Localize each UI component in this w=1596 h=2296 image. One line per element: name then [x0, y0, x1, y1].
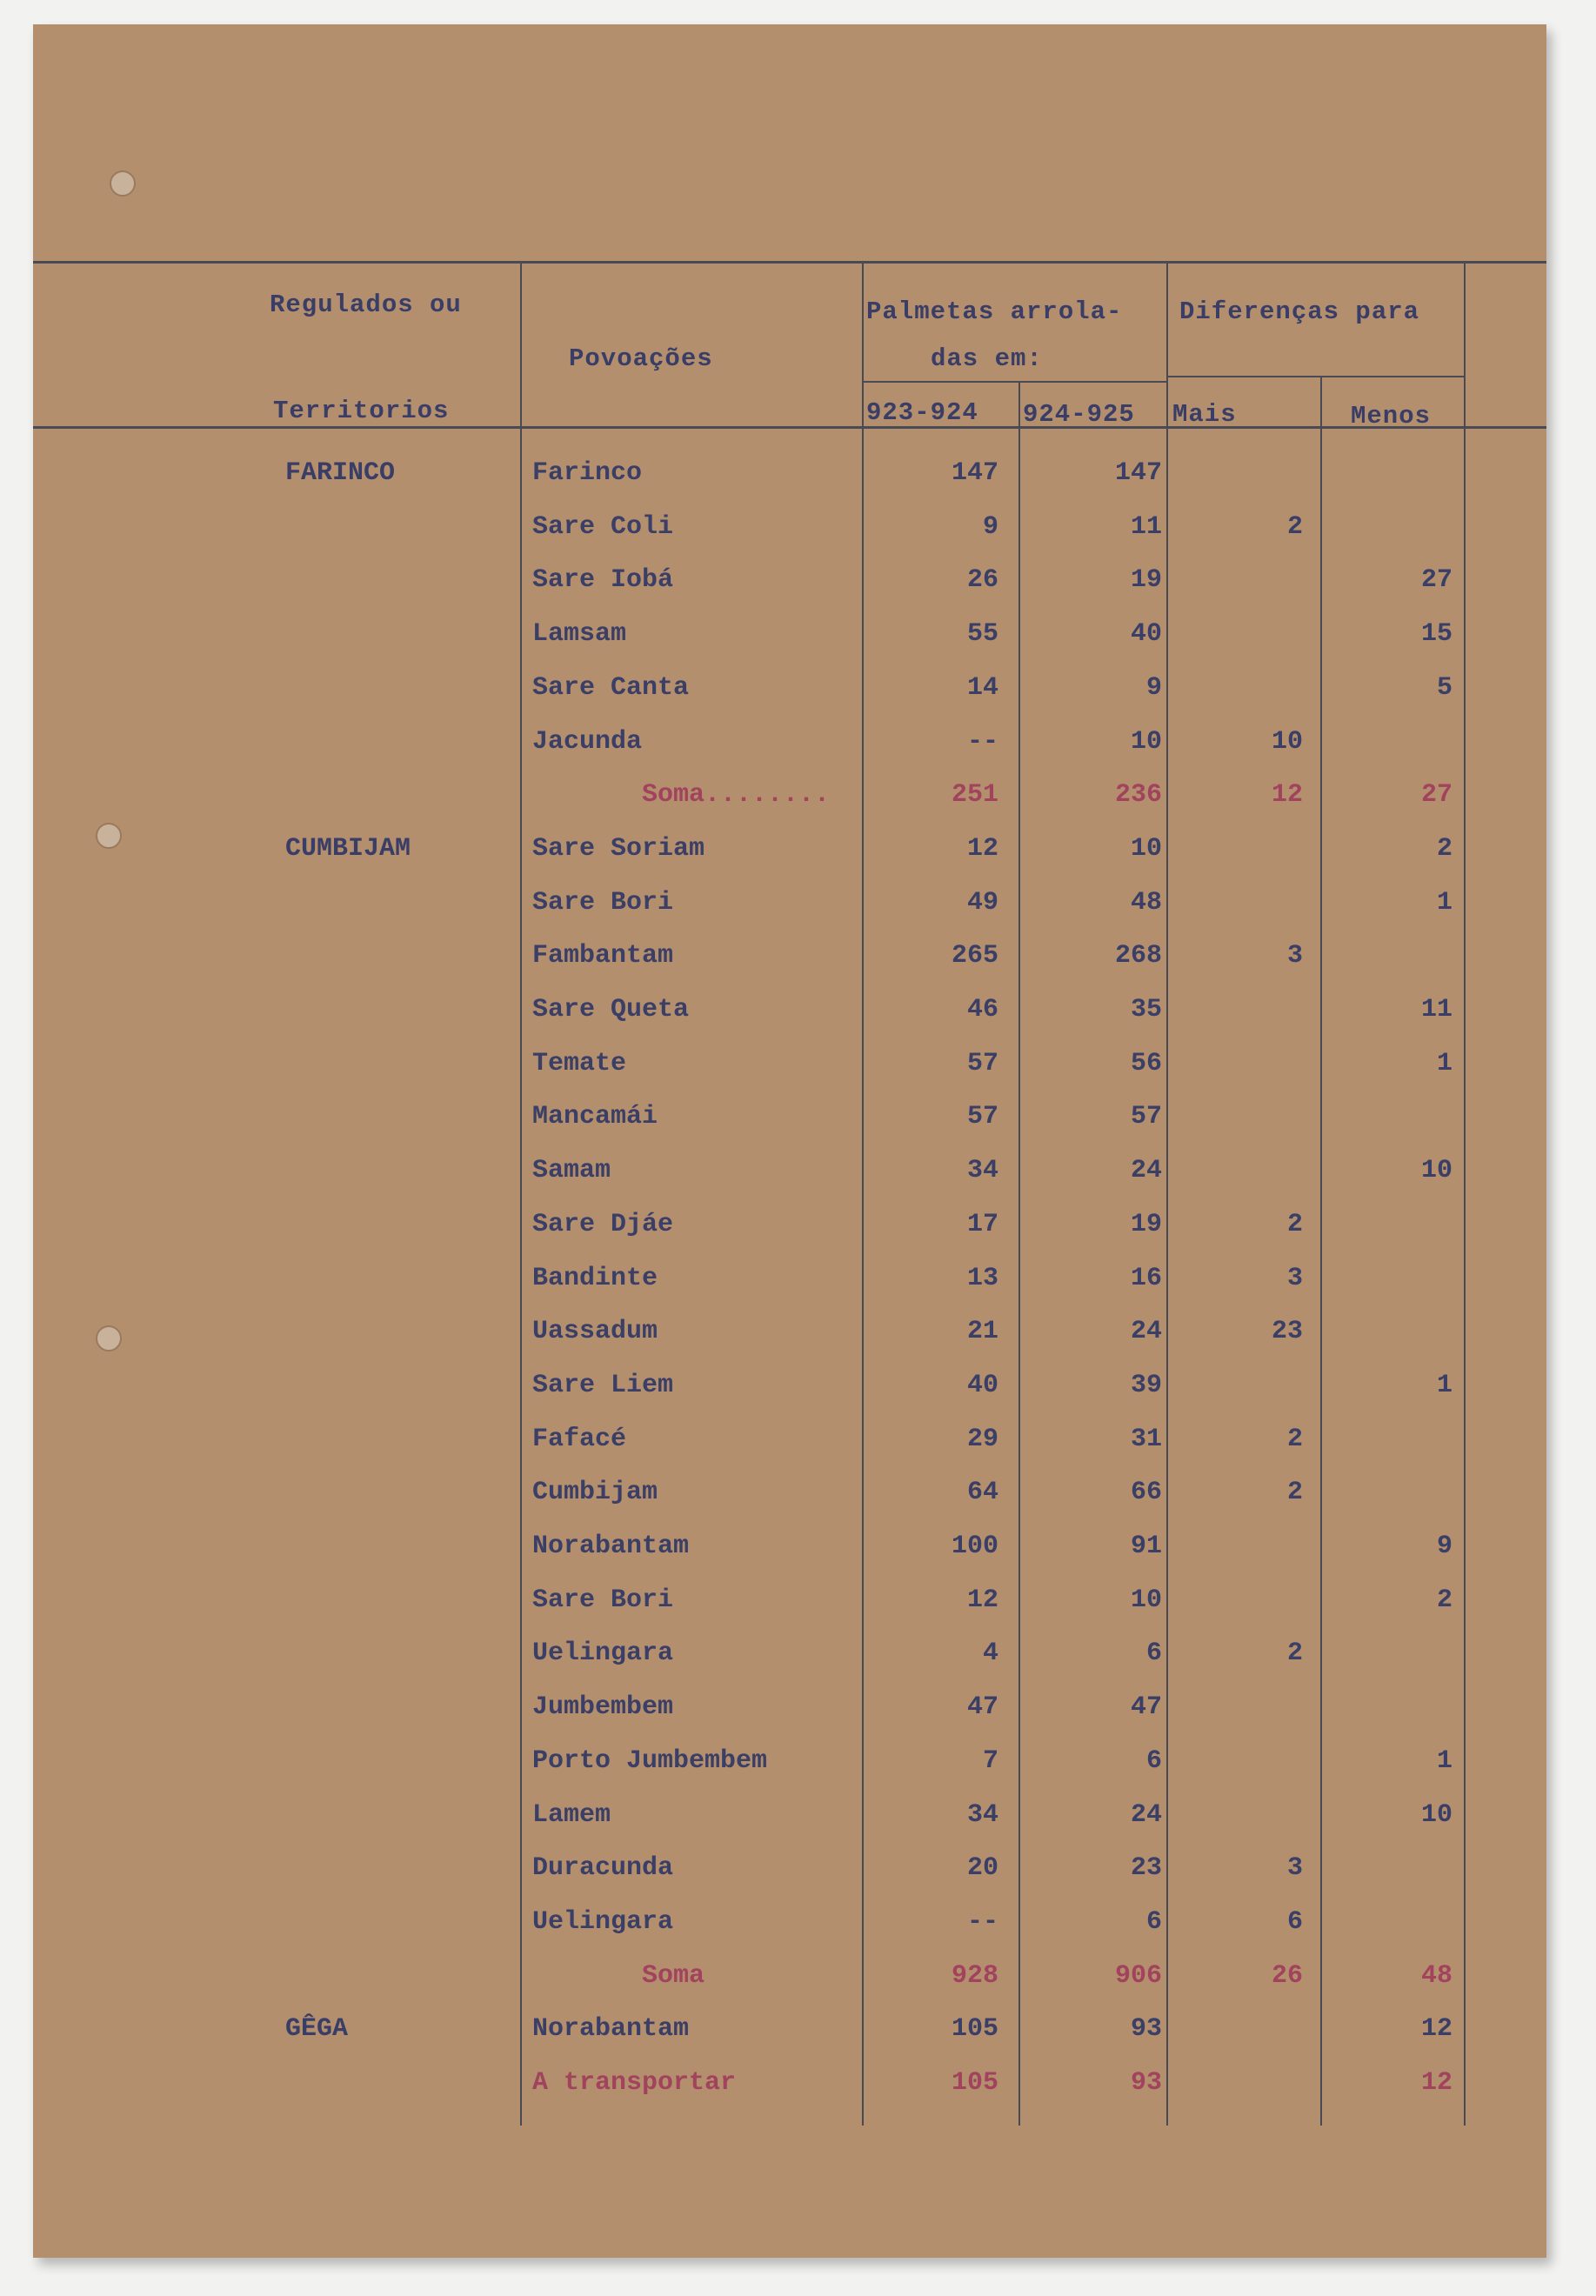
year2-value: 11: [1130, 512, 1162, 542]
year2-value: 40: [1130, 619, 1162, 649]
mais-value: [1172, 1690, 1303, 1725]
povoacao-cell: Farinco: [532, 458, 643, 488]
menos-value: 27: [1420, 565, 1452, 595]
menos-value: [1326, 1314, 1452, 1349]
year2-value: 10: [1130, 727, 1162, 757]
menos-value: 12: [1420, 2014, 1452, 2044]
territory-cell: [285, 1851, 477, 1886]
territory-cell: [285, 1046, 477, 1081]
territory-cell: [285, 1368, 477, 1403]
year2-value: 48: [1130, 888, 1162, 918]
punch-hole-middle: [96, 823, 122, 849]
year1-value: 55: [966, 619, 998, 649]
year1-value: --: [966, 727, 998, 757]
year1-value: 40: [966, 1371, 998, 1400]
col-rule-2: [862, 263, 864, 2126]
territory-cell: [285, 1314, 477, 1349]
punch-hole-top: [110, 170, 136, 197]
year1-value: 49: [966, 888, 998, 918]
povoacao-cell: Sare Canta: [532, 673, 690, 703]
col-rule-5: [1320, 377, 1322, 2126]
year2-value: 93: [1130, 2014, 1162, 2044]
povoacao-cell: Sare Queta: [532, 995, 690, 1025]
header-palmetas: Palmetas arrola-: [866, 297, 1123, 326]
menos-value: 12: [1420, 2068, 1452, 2098]
mais-value: [1172, 1529, 1303, 1564]
col-rule-4: [1166, 263, 1168, 2126]
header-regulados: Regulados ou: [270, 290, 462, 319]
menos-value: [1326, 724, 1452, 759]
year2-value: 10: [1130, 1585, 1162, 1615]
menos-value: 15: [1420, 619, 1452, 649]
mais-value: [1172, 1153, 1303, 1188]
mais-value: 10: [1271, 727, 1303, 757]
year1-value: 13: [966, 1264, 998, 1293]
punch-hole-bottom: [96, 1325, 122, 1352]
year2-value: 57: [1130, 1102, 1162, 1131]
menos-value: 27: [1420, 780, 1452, 810]
menos-value: 9: [1436, 1532, 1452, 1561]
menos-value: [1326, 1261, 1452, 1296]
territory-cell: [285, 778, 477, 812]
mais-value: 3: [1286, 1853, 1303, 1883]
territory-cell: [285, 1744, 477, 1779]
mais-value: [1172, 1368, 1303, 1403]
territory-cell: FARINCO: [285, 458, 396, 488]
povoacao-cell: Porto Jumbembem: [532, 1746, 768, 1776]
year2-value: 16: [1130, 1264, 1162, 1293]
mais-value: 3: [1286, 941, 1303, 971]
menos-value: 10: [1420, 1800, 1452, 1830]
povoacao-cell: Sare Liem: [532, 1371, 674, 1400]
year1-value: 34: [966, 1800, 998, 1830]
year2-value: 24: [1130, 1156, 1162, 1185]
mais-value: [1172, 2012, 1303, 2046]
header-territorios: Territorios: [273, 397, 450, 425]
year1-value: 21: [966, 1317, 998, 1346]
year1-value: --: [966, 1907, 998, 1937]
menos-value: 1: [1436, 1049, 1452, 1078]
mais-value: [1172, 1046, 1303, 1081]
year2-value: 147: [1114, 458, 1162, 488]
year2-value: 31: [1130, 1425, 1162, 1454]
menos-value: [1326, 1851, 1452, 1886]
territory-cell: [285, 563, 477, 597]
mais-value: [1172, 563, 1303, 597]
menos-value: [1326, 1099, 1452, 1134]
povoacao-cell: Sare Coli: [532, 512, 674, 542]
diferencas-subrule: [1168, 376, 1464, 377]
povoacao-cell: Lamsam: [532, 619, 627, 649]
header-year-1: 923-924: [866, 398, 978, 427]
table-top-rule: [33, 261, 1546, 264]
year2-value: 6: [1145, 1907, 1162, 1937]
menos-value: 1: [1436, 888, 1452, 918]
year1-value: 105: [951, 2014, 998, 2044]
territory-cell: [285, 1099, 477, 1134]
povoacao-cell: Sare Bori: [532, 888, 674, 918]
year2-value: 24: [1130, 1317, 1162, 1346]
territory-cell: [285, 510, 477, 544]
year1-value: 34: [966, 1156, 998, 1185]
mais-value: [1172, 2066, 1303, 2100]
header-year-2: 924-925: [1023, 400, 1135, 429]
header-diferencas: Diferenças para: [1179, 297, 1420, 326]
mais-value: [1172, 617, 1303, 651]
mais-value: 2: [1286, 1639, 1303, 1668]
header-menos: Menos: [1351, 402, 1432, 430]
menos-value: [1326, 1905, 1452, 1939]
header-bottom-rule: [33, 426, 1546, 429]
mais-value: [1172, 1099, 1303, 1134]
territory-cell: [285, 1690, 477, 1725]
territory-cell: CUMBIJAM: [285, 834, 411, 864]
header-mais: Mais: [1172, 400, 1237, 429]
year2-value: 6: [1145, 1746, 1162, 1776]
povoacao-cell: Sare Soriam: [532, 834, 705, 864]
menos-value: [1326, 1207, 1452, 1242]
povoacao-cell: Norabantam: [532, 2014, 690, 2044]
povoacao-cell: Soma: [642, 1961, 705, 1991]
territory-cell: [285, 885, 477, 920]
mais-value: [1172, 992, 1303, 1027]
menos-value: [1326, 1690, 1452, 1725]
mais-value: 23: [1271, 1317, 1303, 1346]
year1-value: 17: [966, 1210, 998, 1239]
year1-value: 105: [951, 2068, 998, 2098]
year1-value: 47: [966, 1692, 998, 1722]
territory-cell: [285, 671, 477, 705]
territory-cell: [285, 724, 477, 759]
territory-cell: [285, 617, 477, 651]
povoacao-cell: Sare Iobá: [532, 565, 674, 595]
year1-value: 12: [966, 1585, 998, 1615]
povoacao-cell: Mancamái: [532, 1102, 658, 1131]
territory-cell: [285, 1475, 477, 1510]
year2-value: 93: [1130, 2068, 1162, 2098]
year2-value: 47: [1130, 1692, 1162, 1722]
mais-value: 26: [1271, 1961, 1303, 1991]
year1-value: 14: [966, 673, 998, 703]
year1-value: 928: [951, 1961, 998, 1991]
territory-cell: [285, 2066, 477, 2100]
povoacao-cell: Lamem: [532, 1800, 611, 1830]
povoacao-cell: Fambantam: [532, 941, 674, 971]
year1-value: 57: [966, 1102, 998, 1131]
year2-value: 9: [1145, 673, 1162, 703]
year2-value: 35: [1130, 995, 1162, 1025]
mais-value: 2: [1286, 1210, 1303, 1239]
menos-value: [1326, 938, 1452, 973]
mais-value: [1172, 1583, 1303, 1618]
povoacao-cell: Uelingara: [532, 1639, 674, 1668]
povoacao-cell: Uassadum: [532, 1317, 658, 1346]
year1-value: 265: [951, 941, 998, 971]
povoacao-cell: Jumbembem: [532, 1692, 674, 1722]
menos-value: 2: [1436, 834, 1452, 864]
col-rule-1: [520, 263, 522, 2126]
header-povoacoes: Povoações: [569, 344, 713, 373]
menos-value: 2: [1436, 1585, 1452, 1615]
year1-value: 26: [966, 565, 998, 595]
territory-cell: [285, 1153, 477, 1188]
mais-value: [1172, 831, 1303, 866]
year1-value: 147: [951, 458, 998, 488]
territory-cell: [285, 1207, 477, 1242]
mais-value: 2: [1286, 1478, 1303, 1507]
menos-value: [1326, 510, 1452, 544]
mais-value: 6: [1286, 1907, 1303, 1937]
territory-cell: [285, 938, 477, 973]
povoacao-cell: Norabantam: [532, 1532, 690, 1561]
territory-cell: [285, 1529, 477, 1564]
year1-value: 251: [951, 780, 998, 810]
territory-cell: [285, 992, 477, 1027]
palmetas-subrule: [864, 381, 1168, 383]
year1-value: 9: [982, 512, 998, 542]
mais-value: 2: [1286, 1425, 1303, 1454]
year2-value: 19: [1130, 1210, 1162, 1239]
header-das-em: das em:: [931, 344, 1043, 373]
povoacao-cell: Jacunda: [532, 727, 643, 757]
mais-value: [1172, 885, 1303, 920]
povoacao-cell: Sare Bori: [532, 1585, 674, 1615]
year2-value: 66: [1130, 1478, 1162, 1507]
menos-value: [1326, 456, 1452, 491]
year1-value: 4: [982, 1639, 998, 1668]
mais-value: 2: [1286, 512, 1303, 542]
year1-value: 20: [966, 1853, 998, 1883]
territory-cell: [285, 1798, 477, 1832]
menos-value: [1326, 1636, 1452, 1671]
menos-value: 48: [1420, 1961, 1452, 1991]
territory-cell: GÊGA: [285, 2014, 349, 2044]
povoacao-cell: Cumbijam: [532, 1478, 658, 1507]
povoacao-cell: Soma........: [642, 780, 831, 810]
col-rule-3: [1018, 383, 1020, 2126]
povoacao-cell: Temate: [532, 1049, 627, 1078]
territory-cell: [285, 1959, 477, 1993]
povoacao-cell: Fafacé: [532, 1425, 627, 1454]
year2-value: 23: [1130, 1853, 1162, 1883]
territory-cell: [285, 1583, 477, 1618]
year2-value: 56: [1130, 1049, 1162, 1078]
menos-value: 1: [1436, 1371, 1452, 1400]
menos-value: [1326, 1475, 1452, 1510]
year1-value: 64: [966, 1478, 998, 1507]
mais-value: [1172, 671, 1303, 705]
mais-value: [1172, 1798, 1303, 1832]
territory-cell: [285, 1261, 477, 1296]
year2-value: 39: [1130, 1371, 1162, 1400]
menos-value: 11: [1420, 995, 1452, 1025]
territory-cell: [285, 1422, 477, 1457]
year1-value: 12: [966, 834, 998, 864]
year1-value: 100: [951, 1532, 998, 1561]
year1-value: 57: [966, 1049, 998, 1078]
mais-value: 12: [1271, 780, 1303, 810]
year2-value: 19: [1130, 565, 1162, 595]
povoacao-cell: Bandinte: [532, 1264, 658, 1293]
year1-value: 46: [966, 995, 998, 1025]
territory-cell: [285, 1636, 477, 1671]
mais-value: [1172, 1744, 1303, 1779]
menos-value: 1: [1436, 1746, 1452, 1776]
mais-value: [1172, 456, 1303, 491]
year2-value: 268: [1114, 941, 1162, 971]
year2-value: 236: [1114, 780, 1162, 810]
menos-value: 5: [1436, 673, 1452, 703]
year1-value: 29: [966, 1425, 998, 1454]
year2-value: 10: [1130, 834, 1162, 864]
povoacao-cell: Duracunda: [532, 1853, 674, 1883]
menos-value: 10: [1420, 1156, 1452, 1185]
povoacao-cell: Samam: [532, 1156, 611, 1185]
povoacao-cell: Sare Djáe: [532, 1210, 674, 1239]
povoacao-cell: A transportar: [532, 2068, 737, 2098]
mais-value: 3: [1286, 1264, 1303, 1293]
col-rule-6: [1464, 263, 1466, 2126]
year2-value: 91: [1130, 1532, 1162, 1561]
year2-value: 6: [1145, 1639, 1162, 1668]
document-sheet: [33, 24, 1546, 2258]
year2-value: 906: [1114, 1961, 1162, 1991]
menos-value: [1326, 1422, 1452, 1457]
povoacao-cell: Uelingara: [532, 1907, 674, 1937]
year2-value: 24: [1130, 1800, 1162, 1830]
territory-cell: [285, 1905, 477, 1939]
year1-value: 7: [982, 1746, 998, 1776]
